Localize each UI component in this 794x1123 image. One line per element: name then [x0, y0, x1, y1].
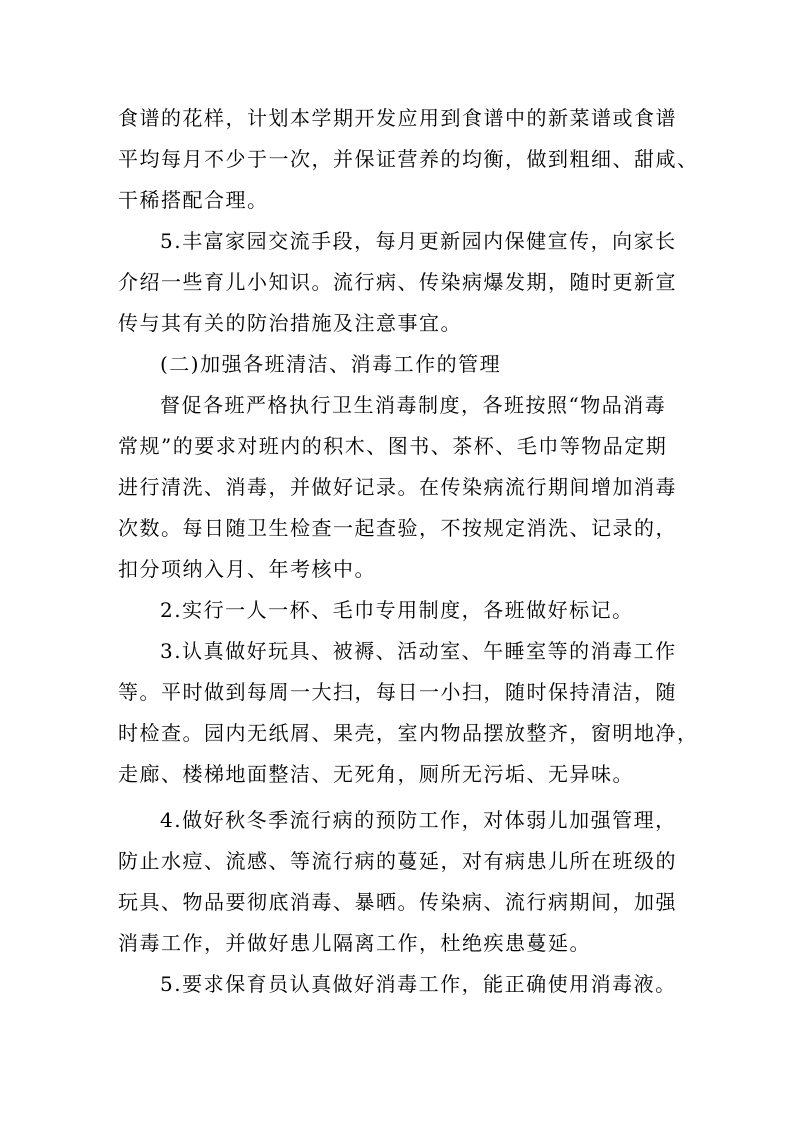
text-line: 等。平时做到每周一大扫，每日一小扫，随时保持清洁，随: [118, 680, 677, 704]
text-line: 时检查。园内无纸屑、果壳，室内物品摆放整齐，窗明地净，: [118, 721, 699, 745]
text-line: 消毒工作，并做好患儿隔离工作，杜绝疾患蔓延。: [118, 931, 591, 955]
text-line: 食谱的花样，计划本学期开发应用到食谱中的新菜谱或食谱: [118, 106, 677, 130]
text-line: 常规”的要求对班内的积木、图书、茶杯、毛巾等物品定期: [118, 434, 668, 458]
text-line: 5.要求保育员认真做好消毒工作，能正确使用消毒液。: [160, 972, 677, 996]
section-heading: (二)加强各班清洁、消毒工作的管理: [160, 352, 502, 376]
text-line: 走廊、楼梯地面整洁、无死角，厕所无污垢、无异味。: [118, 762, 634, 786]
text-line: 督促各班严格执行卫生消毒制度，各班按照“物品消毒: [160, 393, 667, 417]
text-line: 干稀搭配合理。: [118, 188, 269, 212]
text-line: 防止水痘、流感、等流行病的蔓延，对有病患儿所在班级的: [118, 849, 677, 873]
text-line: 2.实行一人一杯、毛巾专用制度，各班做好标记。: [160, 598, 634, 622]
text-line: 4.做好秋冬季流行病的预防工作，对体弱儿加强管理，: [160, 808, 677, 832]
text-line: 扣分项纳入月、年考核中。: [118, 557, 376, 581]
text-line: 介绍一些育儿小知识。流行病、传染病爆发期，随时更新宣: [118, 270, 677, 294]
text-line: 5.丰富家园交流手段，每月更新园内保健宣传，向家长: [160, 229, 677, 253]
text-line: 次数。每日随卫生检查一起查验，不按规定消洗、记录的，: [118, 516, 677, 540]
text-line: 进行清洗、消毒，并做好记录。在传染病流行期间增加消毒: [118, 475, 677, 499]
text-line: 传与其有关的防治措施及注意事宜。: [118, 311, 462, 335]
text-line: 平均每月不少于一次，并保证营养的均衡，做到粗细、甜咸、: [118, 147, 699, 171]
text-line: 玩具、物品要彻底消毒、暴晒。传染病、流行病期间，加强: [118, 890, 677, 914]
text-line: 3.认真做好玩具、被褥、活动室、午睡室等的消毒工作: [160, 639, 677, 663]
